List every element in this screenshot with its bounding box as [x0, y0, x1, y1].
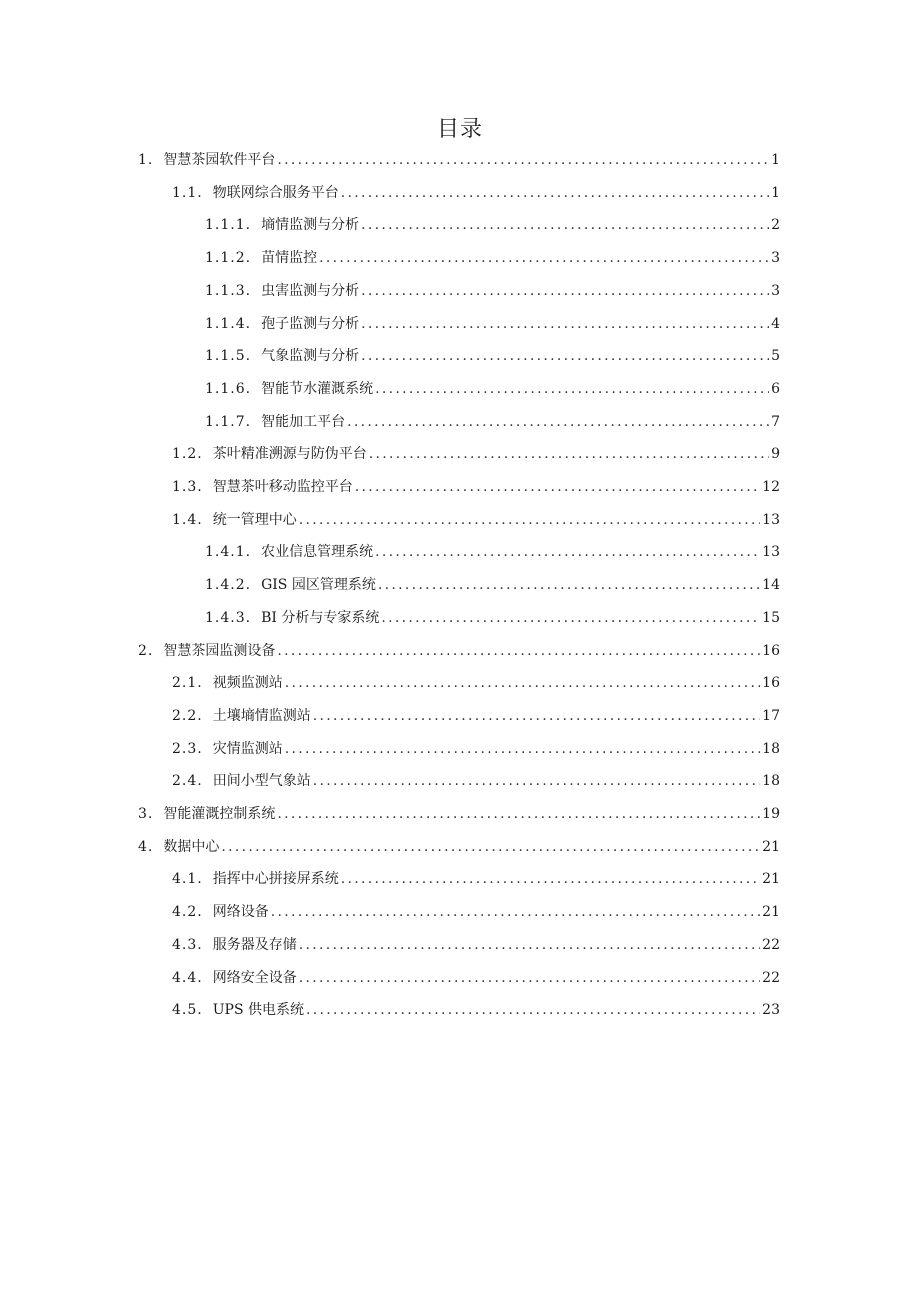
toc-entry-page-number: 17	[762, 707, 780, 724]
toc-dot-leader	[313, 704, 760, 728]
toc-dot-leader	[361, 279, 769, 303]
toc-entry[interactable]	[0, 900, 780, 924]
toc-entry-title: 孢子监测与分析	[261, 315, 360, 332]
toc-entry[interactable]	[0, 540, 780, 564]
toc-dot-leader	[361, 344, 769, 368]
toc-entry[interactable]	[0, 769, 780, 793]
toc-entry-title: 网络设备	[212, 904, 269, 921]
toc-dot-leader	[375, 377, 769, 401]
toc-entry-number: 2.3.	[172, 740, 203, 757]
toc-entry-title: 服务器及存储	[212, 936, 297, 953]
toc-entry-page-number: 13	[762, 511, 780, 528]
toc-dot-leader	[299, 508, 760, 532]
toc-entry-number: 4.4.	[172, 969, 203, 986]
toc-entry-title: 土壤墒情监测站	[212, 707, 311, 724]
toc-title: 目录	[436, 117, 483, 142]
toc-entry-page-number: 15	[762, 609, 780, 626]
toc-entry-title: 智能灌溉控制系统	[163, 806, 276, 822]
toc-entry-number: 1.4.2.	[205, 577, 252, 594]
toc-entry-number: 1.1.1.	[205, 217, 252, 234]
toc-dot-leader	[361, 213, 769, 237]
toc-entry-page-number: 16	[762, 675, 780, 692]
toc-entry-number: 1.4.	[172, 511, 203, 528]
toc-entry-number: 1.4.3.	[205, 609, 252, 626]
toc-entry-page-number: 5	[771, 348, 780, 365]
toc-entry[interactable]	[0, 246, 780, 270]
toc-entry-title: 智慧茶叶移动监控平台	[212, 479, 353, 495]
toc-entry[interactable]	[0, 998, 780, 1022]
toc-entry-number: 4.5.	[172, 1002, 203, 1019]
toc-entry[interactable]	[0, 377, 780, 401]
toc-entry-page-number: 14	[762, 577, 780, 594]
toc-entry-page-number: 16	[762, 642, 780, 659]
toc-dot-leader	[271, 900, 760, 924]
toc-dot-leader	[361, 312, 769, 336]
toc-dot-leader	[285, 671, 760, 695]
toc-entry-number: 1.4.1.	[205, 544, 252, 561]
toc-entry[interactable]	[0, 279, 780, 303]
toc-entry-title: 虫害监测与分析	[261, 282, 360, 299]
toc-entry-title: 茶叶精准溯源与防伪平台	[212, 446, 367, 463]
toc-entry[interactable]	[0, 966, 780, 990]
toc-entry-page-number: 21	[762, 871, 780, 888]
toc-entry[interactable]	[0, 933, 780, 957]
toc-entry-page-number: 6	[771, 380, 780, 397]
toc-entry-title: BI 分析与专家系统	[261, 609, 380, 626]
toc-dot-leader	[319, 246, 769, 270]
toc-entry[interactable]	[0, 181, 780, 205]
toc-entry[interactable]	[0, 475, 780, 499]
toc-dot-leader	[313, 769, 760, 793]
toc-entry-page-number: 1	[771, 184, 780, 201]
toc-entry-page-number: 21	[762, 838, 780, 855]
toc-entry[interactable]	[0, 867, 780, 891]
toc-entry-page-number: 19	[762, 806, 780, 822]
toc-entry[interactable]	[0, 312, 780, 336]
toc-dot-leader	[221, 835, 760, 859]
toc-entry-page-number: 22	[762, 936, 780, 953]
toc-entry-page-number: 22	[762, 969, 780, 986]
toc-entry-title: 苗情监控	[261, 250, 318, 267]
toc-entry-title: 田间小型气象站	[212, 773, 311, 790]
toc-entry-number: 1.1.3.	[205, 282, 252, 299]
toc-entry-title: 气象监测与分析	[261, 348, 360, 365]
toc-dot-leader	[306, 998, 760, 1022]
toc-entry-page-number: 1	[771, 152, 780, 168]
toc-entry[interactable]	[0, 704, 780, 728]
toc-dot-leader	[341, 181, 769, 205]
toc-dot-leader	[369, 442, 769, 466]
toc-entry-title: 智能加工平台	[261, 413, 346, 430]
toc-entry-number: 1.1.2.	[205, 250, 252, 267]
toc-dot-leader	[277, 802, 760, 826]
toc-entry-number: 3.	[138, 806, 154, 822]
toc-entry-page-number: 12	[762, 479, 780, 495]
toc-entry-title: 灾情监测站	[212, 740, 283, 757]
toc-entry-page-number: 2	[771, 217, 780, 234]
toc-entry-title: 指挥中心拼接屏系统	[212, 871, 339, 888]
toc-entry[interactable]	[0, 802, 780, 826]
toc-entry-title: 视频监测站	[212, 675, 283, 692]
toc-dot-leader	[299, 933, 760, 957]
toc-entry-number: 2.1.	[172, 675, 203, 692]
toc-entry-page-number: 18	[762, 773, 780, 790]
toc-entry-title: 墒情监测与分析	[261, 217, 360, 234]
toc-entry-title: 智慧茶园监测设备	[163, 642, 276, 659]
toc-entry-title: 网络安全设备	[212, 969, 297, 986]
toc-entry-title: 农业信息管理系统	[261, 544, 374, 561]
toc-entry-number: 1.	[138, 152, 154, 168]
toc-entry[interactable]	[0, 410, 780, 434]
toc-entry-page-number: 23	[762, 1002, 780, 1019]
toc-entry-page-number: 7	[771, 413, 780, 430]
toc-entry-number: 1.3.	[172, 479, 203, 495]
toc-entry-page-number: 9	[771, 446, 780, 463]
toc-dot-leader	[375, 540, 760, 564]
toc-dot-leader	[299, 966, 760, 990]
toc-entry-number: 4.	[138, 838, 154, 855]
toc-entry-number: 1.1.7.	[205, 413, 252, 430]
toc-entry-title: GIS 园区管理系统	[261, 577, 376, 594]
toc-entry-number: 1.1.5.	[205, 348, 252, 365]
toc-dot-leader	[347, 410, 769, 434]
toc-entry-title: 物联网综合服务平台	[212, 184, 339, 201]
toc-entry-number: 2.2.	[172, 707, 203, 724]
toc-entry[interactable]	[0, 344, 780, 368]
toc-entry-number: 1.2.	[172, 446, 203, 463]
toc-dot-leader	[285, 737, 760, 761]
toc-entry[interactable]	[0, 737, 780, 761]
toc-entry[interactable]	[0, 213, 780, 237]
toc-entry-title: 智慧茶园软件平台	[163, 152, 276, 168]
toc-entry-page-number: 3	[771, 250, 780, 267]
toc-entry-number: 4.1.	[172, 871, 203, 888]
toc-dot-leader	[277, 148, 769, 172]
toc-entry[interactable]	[0, 573, 780, 597]
toc-entry-number: 4.2.	[172, 904, 203, 921]
toc-entry-title: UPS 供电系统	[212, 1002, 304, 1019]
toc-entry[interactable]	[0, 639, 780, 663]
toc-entry[interactable]	[0, 606, 780, 630]
toc-dot-leader	[378, 573, 760, 597]
toc-entry[interactable]	[0, 148, 780, 172]
toc-dot-leader	[355, 475, 760, 499]
toc-entry-page-number: 21	[762, 904, 780, 921]
toc-entry-title: 智能节水灌溉系统	[261, 380, 374, 397]
toc-dot-leader	[277, 639, 760, 663]
toc-dot-leader	[341, 867, 760, 891]
toc-dot-leader	[381, 606, 760, 630]
toc-entry-number: 1.1.	[172, 184, 203, 201]
toc-entry-number: 2.4.	[172, 773, 203, 790]
toc-entry-number: 1.1.6.	[205, 380, 252, 397]
toc-entry[interactable]	[0, 835, 780, 859]
toc-entry-page-number: 3	[771, 282, 780, 299]
toc-entry-page-number: 18	[762, 740, 780, 757]
toc-entry-number: 2.	[138, 642, 154, 659]
toc-entry[interactable]	[0, 508, 780, 532]
toc-entry-page-number: 4	[771, 315, 780, 332]
toc-entry[interactable]	[0, 671, 780, 695]
toc-entry-number: 1.1.4.	[205, 315, 252, 332]
toc-entry[interactable]	[0, 442, 780, 466]
toc-entry-title: 统一管理中心	[212, 511, 297, 528]
toc-entry-page-number: 13	[762, 544, 780, 561]
toc-entry-number: 4.3.	[172, 936, 203, 953]
toc-entry-title: 数据中心	[163, 838, 220, 855]
